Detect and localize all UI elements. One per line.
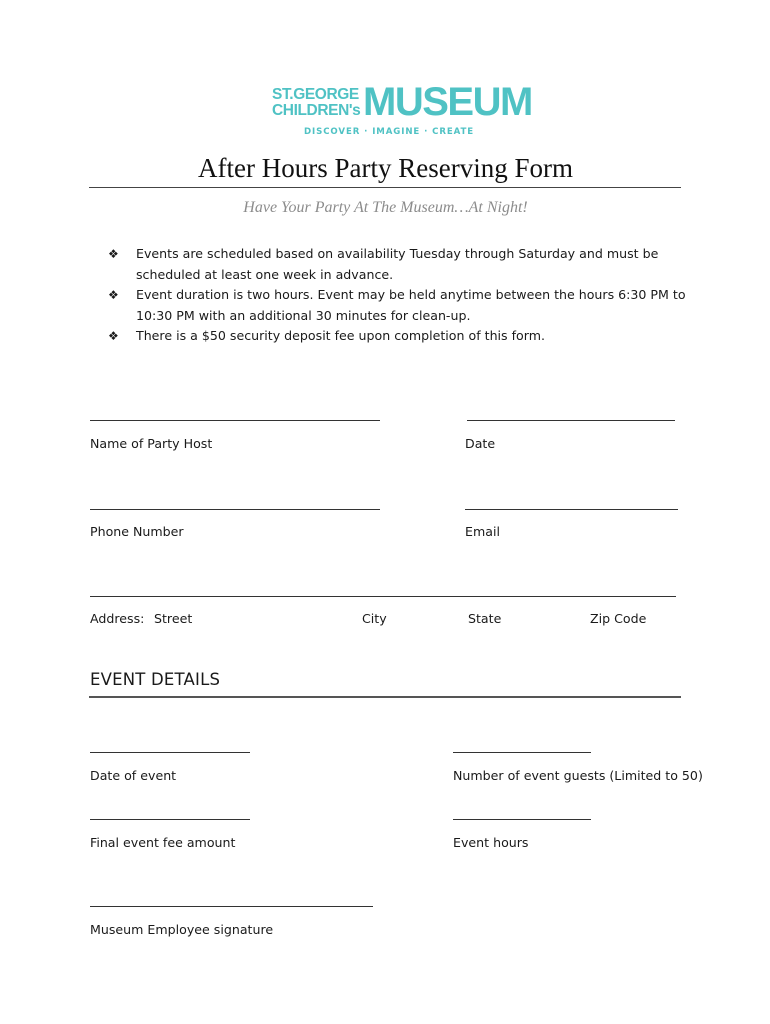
employee-signature-label: Museum Employee signature (90, 922, 274, 937)
event-guests-label: Number of event guests (Limited to 50) (453, 768, 703, 783)
email-label: Email (465, 524, 500, 539)
logo-small-text (272, 87, 362, 119)
event-fee-field[interactable] (90, 819, 250, 820)
logo-line-2: CHILDREN's (272, 102, 361, 119)
logo-museum-word: MUSEUM (363, 80, 532, 124)
rules-list (108, 244, 688, 347)
title-divider (89, 187, 681, 188)
logo-tagline: DISCOVER · IMAGINE · CREATE (304, 127, 475, 137)
rule-item (108, 244, 688, 285)
rule-text: Events are scheduled based on availability Tuesday through Saturday and must be scheduled at least one week in advance. (136, 246, 659, 282)
museum-logo (272, 80, 532, 142)
rule-item (108, 326, 688, 347)
email-field[interactable] (465, 509, 678, 510)
form-title: After Hours Party Reserving Form (198, 153, 573, 183)
date-of-event-label: Date of event (90, 768, 177, 783)
event-hours-label: Event hours (453, 835, 529, 850)
rule-text: There is a $50 security deposit fee upon completion of this form. (136, 328, 545, 343)
phone-number-label: Phone Number (90, 524, 184, 539)
host-name-label: Name of Party Host (90, 436, 213, 451)
logo-line-1: ST.GEORGE (272, 86, 359, 103)
form-subtitle: Have Your Party At The Museum…At Night! (243, 199, 528, 216)
state-label: State (468, 611, 502, 626)
date-label: Date (465, 436, 496, 451)
address-field[interactable] (90, 596, 676, 597)
date-field[interactable] (467, 420, 675, 421)
zip-code-label: Zip Code (590, 611, 647, 626)
date-of-event-field[interactable] (90, 752, 250, 753)
diamond-bullet-icon: ❖ (108, 288, 119, 302)
event-hours-field[interactable] (453, 819, 591, 820)
rule-item (108, 285, 688, 326)
event-fee-label: Final event fee amount (90, 835, 236, 850)
city-label: City (362, 611, 387, 626)
event-details-divider (89, 696, 681, 698)
phone-number-field[interactable] (90, 509, 380, 510)
rule-text: Event duration is two hours. Event may be held anytime between the hours 6:30 PM to 10:30 PM with an additional 30 minutes for clean-up. (136, 287, 686, 323)
street-label: Street (154, 611, 193, 626)
employee-signature-field[interactable] (90, 906, 373, 907)
diamond-bullet-icon: ❖ (108, 247, 119, 261)
diamond-bullet-icon: ❖ (108, 329, 119, 343)
event-details-heading: EVENT DETAILS (90, 670, 221, 689)
address-label: Address: (90, 611, 145, 626)
host-name-field[interactable] (90, 420, 380, 421)
event-guests-field[interactable] (453, 752, 591, 753)
